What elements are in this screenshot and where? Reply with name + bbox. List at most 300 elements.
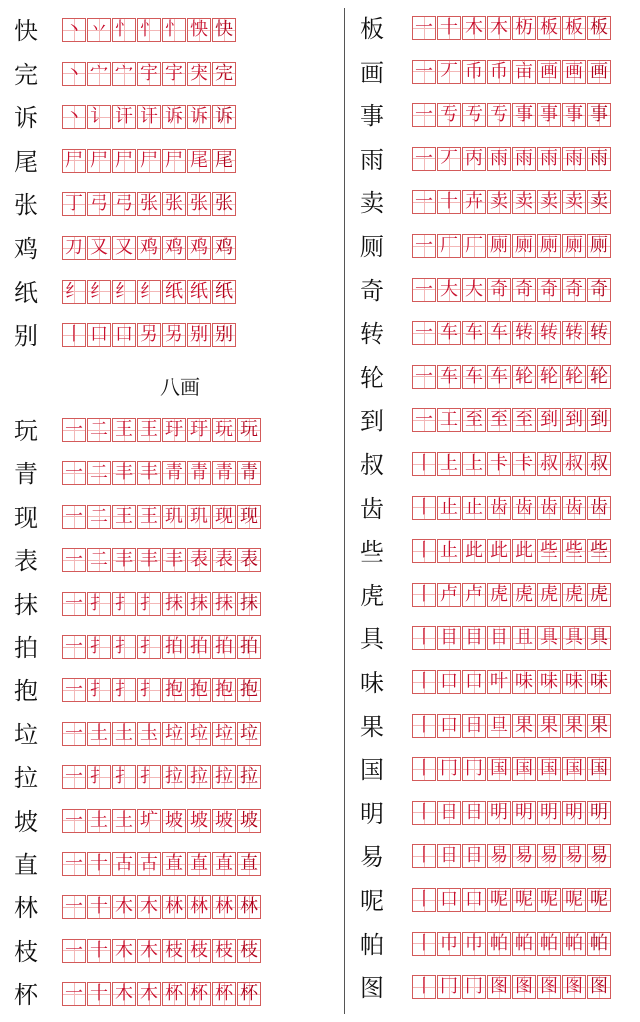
- stroke-order-grid: [412, 452, 612, 476]
- head-character: 杯: [14, 981, 38, 1010]
- head-character: 国: [360, 756, 384, 785]
- stroke-step-box: 易: [537, 844, 561, 868]
- stroke-step-box: 丨: [412, 714, 436, 738]
- stroke-step-box: 丨: [412, 670, 436, 694]
- stroke-step-box: 到: [587, 408, 611, 432]
- stroke-step-box: 易: [562, 844, 586, 868]
- stroke-step-box: 直: [212, 852, 236, 876]
- stroke-step-box: 宇: [162, 62, 186, 86]
- stroke-order-grid: [62, 62, 237, 86]
- stroke-step-box: 币: [462, 60, 486, 84]
- stroke-order-grid: [412, 190, 612, 214]
- stroke-step-box: 明: [487, 801, 511, 825]
- stroke-step-box: 止: [437, 539, 461, 563]
- head-character: 直: [14, 851, 38, 879]
- stroke-step-box: 口: [437, 670, 461, 694]
- head-character: 齿: [360, 494, 384, 523]
- stroke-step-box: 垃: [162, 722, 186, 746]
- stroke-step-box: 到: [562, 408, 586, 432]
- stroke-order-grid: [62, 765, 262, 789]
- stroke-step-box: 二: [87, 548, 111, 572]
- head-character: 鸡: [14, 235, 38, 263]
- stroke-step-box: 玗: [162, 418, 186, 442]
- stroke-step-box: 叔: [562, 452, 586, 476]
- stroke-step-box: 直: [187, 852, 211, 876]
- stroke-step-box: 十: [87, 982, 111, 1006]
- stroke-step-box: 木: [137, 895, 161, 919]
- stroke-step-box: 表: [237, 548, 261, 572]
- stroke-step-box: 齿: [587, 496, 611, 520]
- stroke-step-box: 图: [562, 975, 586, 999]
- stroke-step-box: 土: [112, 722, 136, 746]
- stroke-step-box: 卖: [537, 190, 561, 214]
- stroke-step-box: 古: [112, 852, 136, 876]
- stroke-step-box: 虎: [487, 583, 511, 607]
- stroke-step-box: 纸: [212, 280, 236, 304]
- stroke-step-box: 木: [462, 16, 486, 40]
- stroke-step-box: 转: [587, 321, 611, 345]
- stroke-order-grid: [62, 505, 262, 529]
- head-character: 画: [360, 58, 384, 87]
- stroke-step-box: 一: [412, 190, 436, 214]
- stroke-step-box: 纸: [187, 280, 211, 304]
- stroke-step-box: 坡: [237, 809, 261, 833]
- stroke-step-box: 至: [512, 408, 536, 432]
- stroke-step-box: 尸: [112, 149, 136, 173]
- stroke-step-box: 弓: [87, 192, 111, 216]
- stroke-step-box: 扌: [137, 592, 161, 616]
- stroke-step-box: 宀: [87, 62, 111, 86]
- stroke-step-box: 拍: [237, 635, 261, 659]
- stroke-step-box: 丆: [437, 147, 461, 171]
- head-character: 青: [14, 460, 38, 489]
- stroke-step-box: 丙: [462, 147, 486, 171]
- stroke-order-grid: [62, 105, 237, 129]
- stroke-step-box: 日: [462, 801, 486, 825]
- stroke-step-box: 木: [112, 982, 136, 1006]
- stroke-step-box: 叔: [537, 452, 561, 476]
- stroke-step-box: 现: [237, 505, 261, 529]
- stroke-step-box: 玩: [212, 418, 236, 442]
- stroke-step-box: 日: [462, 714, 486, 738]
- stroke-step-box: 玑: [187, 505, 211, 529]
- stroke-step-box: 到: [537, 408, 561, 432]
- stroke-step-box: 完: [212, 62, 236, 86]
- stroke-step-box: 二: [87, 461, 111, 485]
- stroke-step-box: 王: [137, 505, 161, 529]
- stroke-order-grid: [412, 103, 612, 127]
- stroke-step-box: 日: [462, 844, 486, 868]
- stroke-step-box: 此: [487, 539, 511, 563]
- stroke-order-grid: [412, 496, 612, 520]
- stroke-step-box: 呢: [537, 888, 561, 912]
- stroke-step-box: 另: [162, 323, 186, 347]
- stroke-step-box: 纟: [112, 280, 136, 304]
- head-character: 尾: [14, 147, 38, 176]
- stroke-step-box: 一: [62, 592, 86, 616]
- stroke-step-box: 抹: [212, 592, 236, 616]
- stroke-order-grid: [62, 982, 262, 1006]
- stroke-order-grid: [62, 592, 262, 616]
- stroke-step-box: 卖: [562, 190, 586, 214]
- stroke-step-box: 王: [112, 418, 136, 442]
- stroke-step-box: 亐: [437, 103, 461, 127]
- stroke-step-box: 些: [537, 539, 561, 563]
- head-character: 果: [360, 712, 384, 741]
- stroke-step-box: 口: [462, 888, 486, 912]
- stroke-step-box: 青: [187, 461, 211, 485]
- stroke-step-box: 坡: [162, 809, 186, 833]
- head-character: 玩: [14, 417, 38, 445]
- stroke-step-box: 拉: [187, 765, 211, 789]
- stroke-order-grid: [412, 147, 612, 171]
- stroke-step-box: 丶: [62, 18, 86, 42]
- stroke-step-box: 扌: [112, 765, 136, 789]
- stroke-step-box: 且: [512, 626, 536, 650]
- stroke-step-box: 卉: [462, 190, 486, 214]
- stroke-step-box: 别: [212, 323, 236, 347]
- stroke-step-box: 明: [512, 801, 536, 825]
- stroke-step-box: 怏: [187, 18, 211, 42]
- head-character: 奇: [360, 276, 384, 305]
- stroke-step-box: 纸: [162, 280, 186, 304]
- stroke-step-box: 弓: [112, 192, 136, 216]
- stroke-step-box: 大: [462, 278, 486, 302]
- head-character: 图: [360, 974, 384, 1003]
- stroke-step-box: 具: [537, 626, 561, 650]
- stroke-step-box: 具: [562, 626, 586, 650]
- stroke-step-box: 厕: [512, 234, 536, 258]
- stroke-step-box: 易: [487, 844, 511, 868]
- stroke-step-box: 鸡: [187, 236, 211, 260]
- stroke-step-box: 齿: [537, 496, 561, 520]
- stroke-step-box: 味: [587, 670, 611, 694]
- stroke-step-box: 呢: [562, 888, 586, 912]
- stroke-step-box: 丰: [137, 548, 161, 572]
- stroke-step-box: 丨: [412, 757, 436, 781]
- head-character: 现: [14, 503, 38, 532]
- stroke-step-box: 扌: [87, 635, 111, 659]
- stroke-step-box: 枝: [212, 939, 236, 963]
- stroke-step-box: 工: [437, 408, 461, 432]
- stroke-step-box: 国: [587, 757, 611, 781]
- stroke-step-box: 板: [537, 16, 561, 40]
- stroke-order-grid: [412, 234, 612, 258]
- stroke-step-box: 木: [137, 982, 161, 1006]
- stroke-order-grid: [62, 678, 262, 702]
- stroke-step-box: 事: [562, 103, 586, 127]
- stroke-step-box: 至: [462, 408, 486, 432]
- stroke-step-box: 抱: [212, 678, 236, 702]
- stroke-step-box: 一: [62, 895, 86, 919]
- stroke-order-grid: [412, 365, 612, 389]
- stroke-step-box: 张: [162, 192, 186, 216]
- stroke-step-box: 木: [137, 939, 161, 963]
- stroke-step-box: 二: [87, 505, 111, 529]
- stroke-step-box: 土: [87, 809, 111, 833]
- head-character: 易: [360, 843, 384, 872]
- stroke-step-box: 画: [587, 60, 611, 84]
- stroke-step-box: 日: [437, 844, 461, 868]
- stroke-step-box: 丨: [412, 801, 436, 825]
- stroke-step-box: 尸: [162, 149, 186, 173]
- stroke-step-box: 目: [437, 626, 461, 650]
- stroke-step-box: 国: [487, 757, 511, 781]
- stroke-step-box: 目: [487, 626, 511, 650]
- head-character: 诉: [14, 104, 38, 133]
- stroke-step-box: 帕: [487, 932, 511, 956]
- stroke-step-box: 林: [187, 895, 211, 919]
- stroke-step-box: 别: [187, 323, 211, 347]
- stroke-step-box: 易: [587, 844, 611, 868]
- stroke-step-box: 虎: [512, 583, 536, 607]
- stroke-step-box: 巾: [462, 932, 486, 956]
- stroke-step-box: 拍: [212, 635, 236, 659]
- stroke-step-box: 大: [437, 278, 461, 302]
- stroke-step-box: 林: [162, 895, 186, 919]
- stroke-step-box: 纟: [62, 280, 86, 304]
- stroke-step-box: 止: [462, 496, 486, 520]
- stroke-step-box: 忄: [112, 18, 136, 42]
- stroke-step-box: 一: [62, 982, 86, 1006]
- stroke-step-box: 口: [437, 714, 461, 738]
- stroke-step-box: 帕: [512, 932, 536, 956]
- stroke-order-grid: [412, 757, 612, 781]
- stroke-order-grid: [412, 888, 612, 912]
- stroke-step-box: 味: [537, 670, 561, 694]
- stroke-order-grid: [62, 939, 262, 963]
- stroke-step-box: 叔: [587, 452, 611, 476]
- stroke-step-box: 一: [62, 765, 86, 789]
- stroke-step-box: 忄: [162, 18, 186, 42]
- stroke-step-box: 一: [62, 418, 86, 442]
- stroke-step-box: 奇: [512, 278, 536, 302]
- stroke-step-box: 又: [112, 236, 136, 260]
- stroke-step-box: 一: [412, 147, 436, 171]
- stroke-order-grid: [62, 635, 262, 659]
- stroke-step-box: 车: [462, 365, 486, 389]
- stroke-step-box: 一: [412, 16, 436, 40]
- stroke-step-box: 些: [562, 539, 586, 563]
- stroke-step-box: 又: [87, 236, 111, 260]
- stroke-step-box: 厂: [462, 234, 486, 258]
- stroke-step-box: 尾: [187, 149, 211, 173]
- head-character: 林: [14, 894, 38, 923]
- stroke-step-box: 抱: [237, 678, 261, 702]
- stroke-step-box: 卡: [512, 452, 536, 476]
- stroke-step-box: 玩: [237, 418, 261, 442]
- stroke-step-box: 宊: [187, 62, 211, 86]
- stroke-step-box: 卖: [512, 190, 536, 214]
- stroke-step-box: 呢: [587, 888, 611, 912]
- stroke-step-box: 丨: [412, 583, 436, 607]
- stroke-step-box: 冂: [437, 975, 461, 999]
- stroke-step-box: 丨: [412, 975, 436, 999]
- stroke-step-box: 尸: [137, 149, 161, 173]
- stroke-step-box: 上: [437, 452, 461, 476]
- stroke-step-box: 厕: [487, 234, 511, 258]
- stroke-step-box: 转: [512, 321, 536, 345]
- stroke-step-box: 卖: [587, 190, 611, 214]
- stroke-step-box: 事: [537, 103, 561, 127]
- stroke-order-grid: [62, 418, 262, 442]
- stroke-step-box: 奇: [562, 278, 586, 302]
- head-character: 张: [14, 191, 38, 220]
- stroke-order-grid: [62, 149, 237, 173]
- head-character: 枝: [14, 937, 38, 966]
- stroke-step-box: 表: [187, 548, 211, 572]
- stroke-step-box: 帕: [587, 932, 611, 956]
- stroke-step-box: 味: [562, 670, 586, 694]
- stroke-step-box: 卡: [487, 452, 511, 476]
- stroke-step-box: 虎: [562, 583, 586, 607]
- stroke-order-grid: [412, 539, 612, 563]
- stroke-order-grid: [62, 192, 237, 216]
- head-character: 事: [360, 102, 384, 131]
- stroke-step-box: 图: [587, 975, 611, 999]
- head-character: 些: [360, 538, 384, 567]
- stroke-step-box: 帕: [562, 932, 586, 956]
- stroke-step-box: 雨: [512, 147, 536, 171]
- stroke-step-box: 帕: [537, 932, 561, 956]
- stroke-step-box: 厕: [537, 234, 561, 258]
- stroke-step-box: 图: [512, 975, 536, 999]
- stroke-order-grid: [412, 932, 612, 956]
- stroke-step-box: 丨: [62, 323, 86, 347]
- stroke-step-box: 一: [412, 321, 436, 345]
- stroke-step-box: 丨: [412, 452, 436, 476]
- stroke-step-box: 诉: [212, 105, 236, 129]
- stroke-step-box: 旦: [487, 714, 511, 738]
- stroke-step-box: 玗: [187, 418, 211, 442]
- stroke-step-box: 林: [212, 895, 236, 919]
- stroke-step-box: 丶: [62, 105, 86, 129]
- stroke-step-box: 一: [62, 505, 86, 529]
- stroke-step-box: 冂: [462, 757, 486, 781]
- head-character: 卖: [360, 189, 384, 218]
- stroke-step-box: 上: [462, 452, 486, 476]
- stroke-step-box: 日: [437, 801, 461, 825]
- stroke-step-box: 果: [587, 714, 611, 738]
- stroke-step-box: 果: [562, 714, 586, 738]
- stroke-step-box: 二: [87, 418, 111, 442]
- stroke-step-box: 事: [587, 103, 611, 127]
- head-character: 别: [14, 322, 38, 351]
- stroke-order-grid: [412, 60, 612, 84]
- stroke-step-box: 厕: [587, 234, 611, 258]
- head-character: 表: [14, 547, 38, 576]
- stroke-step-box: 杯: [162, 982, 186, 1006]
- stroke-step-box: 轮: [537, 365, 561, 389]
- stroke-step-box: 丆: [437, 60, 461, 84]
- stroke-step-box: 一: [412, 103, 436, 127]
- stroke-step-box: 一: [412, 408, 436, 432]
- stroke-step-box: 轮: [512, 365, 536, 389]
- stroke-step-box: 果: [537, 714, 561, 738]
- stroke-step-box: 虎: [587, 583, 611, 607]
- stroke-step-box: 杯: [187, 982, 211, 1006]
- stroke-order-grid: [62, 461, 262, 485]
- stroke-order-grid: [412, 408, 612, 432]
- stroke-step-box: 丨: [412, 496, 436, 520]
- stroke-step-box: 易: [512, 844, 536, 868]
- stroke-step-box: 转: [562, 321, 586, 345]
- stroke-step-box: 扌: [87, 678, 111, 702]
- stroke-step-box: 十: [437, 190, 461, 214]
- stroke-step-box: 呢: [487, 888, 511, 912]
- stroke-step-box: 车: [437, 321, 461, 345]
- stroke-step-box: 口: [87, 323, 111, 347]
- stroke-step-box: 画: [562, 60, 586, 84]
- stroke-step-box: 丷: [87, 18, 111, 42]
- stroke-step-box: 一: [62, 809, 86, 833]
- stroke-order-grid: [62, 852, 262, 876]
- stroke-step-box: 车: [487, 365, 511, 389]
- stroke-step-box: 丁: [62, 192, 86, 216]
- stroke-step-box: 雨: [562, 147, 586, 171]
- head-character: 拍: [14, 634, 38, 662]
- stroke-step-box: 抹: [187, 592, 211, 616]
- stroke-step-box: 十: [87, 852, 111, 876]
- stroke-step-box: 木: [112, 939, 136, 963]
- stroke-order-grid: [412, 583, 612, 607]
- stroke-step-box: 板: [562, 16, 586, 40]
- stroke-step-box: 奇: [487, 278, 511, 302]
- stroke-step-box: 十: [437, 16, 461, 40]
- stroke-step-box: 扌: [137, 765, 161, 789]
- stroke-step-box: 讦: [137, 105, 161, 129]
- stroke-order-grid: [62, 548, 262, 572]
- stroke-step-box: 明: [587, 801, 611, 825]
- stroke-step-box: 抹: [237, 592, 261, 616]
- stroke-step-box: 一: [412, 278, 436, 302]
- stroke-step-box: 一: [412, 365, 436, 389]
- head-character: 叔: [360, 451, 384, 479]
- stroke-step-box: 鸡: [212, 236, 236, 260]
- stroke-step-box: 杯: [212, 982, 236, 1006]
- stroke-step-box: 讠: [87, 105, 111, 129]
- stroke-step-box: 车: [462, 321, 486, 345]
- stroke-step-box: 厂: [437, 234, 461, 258]
- stroke-step-box: 事: [512, 103, 536, 127]
- stroke-step-box: 青: [162, 461, 186, 485]
- stroke-order-grid: [412, 321, 612, 345]
- stroke-step-box: 圹: [137, 809, 161, 833]
- stroke-order-grid: [412, 714, 612, 738]
- stroke-step-box: 口: [112, 323, 136, 347]
- stroke-step-box: 扌: [87, 765, 111, 789]
- stroke-step-box: 具: [587, 626, 611, 650]
- stroke-step-box: 鸡: [162, 236, 186, 260]
- head-character: 垃: [14, 720, 38, 749]
- stroke-step-box: 拍: [162, 635, 186, 659]
- stroke-step-box: 扌: [137, 678, 161, 702]
- stroke-step-box: 宇: [137, 62, 161, 86]
- section-title: 八画: [160, 375, 200, 399]
- stroke-step-box: 丰: [137, 461, 161, 485]
- stroke-step-box: 现: [212, 505, 236, 529]
- stroke-step-box: 止: [437, 496, 461, 520]
- stroke-step-box: 王: [112, 505, 136, 529]
- head-character: 抹: [14, 590, 38, 619]
- head-character: 拉: [14, 764, 38, 793]
- stroke-step-box: 齿: [562, 496, 586, 520]
- stroke-step-box: 刀: [62, 236, 86, 260]
- stroke-order-grid: [62, 895, 262, 919]
- head-character: 明: [360, 799, 384, 828]
- stroke-step-box: 王: [137, 418, 161, 442]
- stroke-step-box: 一: [62, 852, 86, 876]
